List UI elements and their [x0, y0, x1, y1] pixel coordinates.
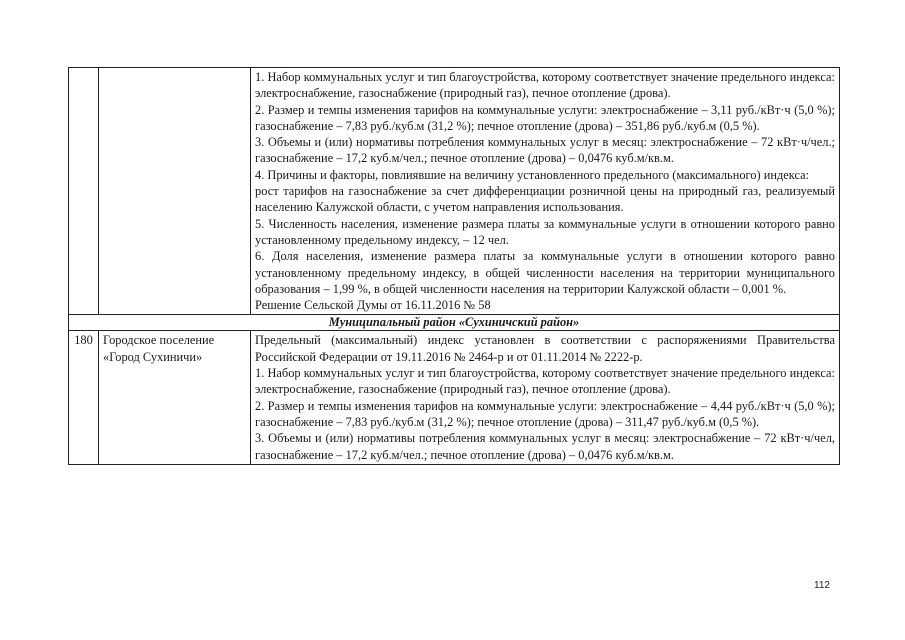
- details-paragraph: 6. Доля населения, изменение размера платы за коммунальные услуги в отношении которого равно установленному предельному индексу, в общей численности населения на территории муниципального образования – 1,99 %, в общей численности населения на территории Калужской области – 0,001 %.: [255, 249, 835, 296]
- table-row-continued: [69, 68, 840, 315]
- municipality-name-line: Городское поселение: [103, 333, 215, 348]
- details-paragraph: 2. Размер и темпы изменения тарифов на коммунальные услуги: электроснабжение – 4,44 руб./кВт·ч (5,0 %); газоснабжение – 7,83 руб./куб.м (31,2 %); печное отопление (дрова) – 311,47 руб./куб.м (0,5 %).: [255, 398, 835, 429]
- details-paragraph: 4. Причины и факторы, повлиявшие на величину установленного предельного (максимального) индекса:: [255, 167, 810, 182]
- section-header-row: [69, 315, 840, 331]
- page-number: 112: [814, 580, 830, 591]
- details-paragraph: рост тарифов на газоснабжение за счет дифференциации розничной цены на природный газ, реализуемый населению Калужской области, с учетом направления использования.: [255, 184, 835, 215]
- tariff-index-table: [68, 67, 840, 465]
- details-paragraph: 3. Объемы и (или) нормативы потребления коммунальных услуг в месяц: электроснабжение – 72 кВт·ч/чел.; газоснабжение – 17,2 куб.м/чел.; печное отопление (дрова) – 0,0476 куб.м/кв.м.: [255, 135, 835, 166]
- municipality-name-cell: [99, 331, 251, 464]
- table-row-180: [69, 331, 840, 464]
- section-header: Муниципальный район «Сухиничский район»: [69, 315, 840, 331]
- decision-reference: Решение Сельской Думы от 16.11.2016 № 58: [255, 298, 491, 313]
- index-details-cell: [251, 331, 840, 464]
- municipality-name-cell: [99, 68, 251, 315]
- details-paragraph: 2. Размер и темпы изменения тарифов на коммунальные услуги: электроснабжение – 3,11 руб./кВт·ч (5,0 %); газоснабжение – 7,83 руб./куб.м (31,2 %); печное отопление (дрова) – 351,86 руб./куб.м (0,5 %).: [255, 102, 835, 133]
- municipality-name-line: «Город Сухиничи»: [103, 349, 203, 364]
- row-number-cell: [69, 68, 99, 315]
- row-number-cell: 180: [69, 331, 99, 464]
- details-paragraph: Предельный (максимальный) индекс установлен в соответствии с распоряжениями Правительства Российской Федерации от 19.11.2016 № 2464-р и от 01.11.2014 № 2222-р.: [255, 333, 835, 364]
- index-details-cell: [251, 68, 840, 315]
- details-paragraph: 1. Набор коммунальных услуг и тип благоустройства, которому соответствует значение предельного индекса: электроснабжение, газоснабжение (природный газ), печное отопление (дрова).: [255, 70, 835, 101]
- details-paragraph: 5. Численность населения, изменение размера платы за коммунальные услуги в отношении которого равно установленному предельному индексу, – 12 чел.: [255, 216, 835, 247]
- details-paragraph: 3. Объемы и (или) нормативы потребления коммунальных услуг в месяц: электроснабжение – 72 кВт·ч/чел, газоснабжение – 17,2 куб.м/чел.; печное отопление (дрова) – 0,0476 куб.м/кв.м.: [255, 431, 835, 462]
- details-paragraph: 1. Набор коммунальных услуг и тип благоустройства, которому соответствует значение предельного индекса: электроснабжение, газоснабжение (природный газ), печное отопление (дрова).: [255, 366, 835, 397]
